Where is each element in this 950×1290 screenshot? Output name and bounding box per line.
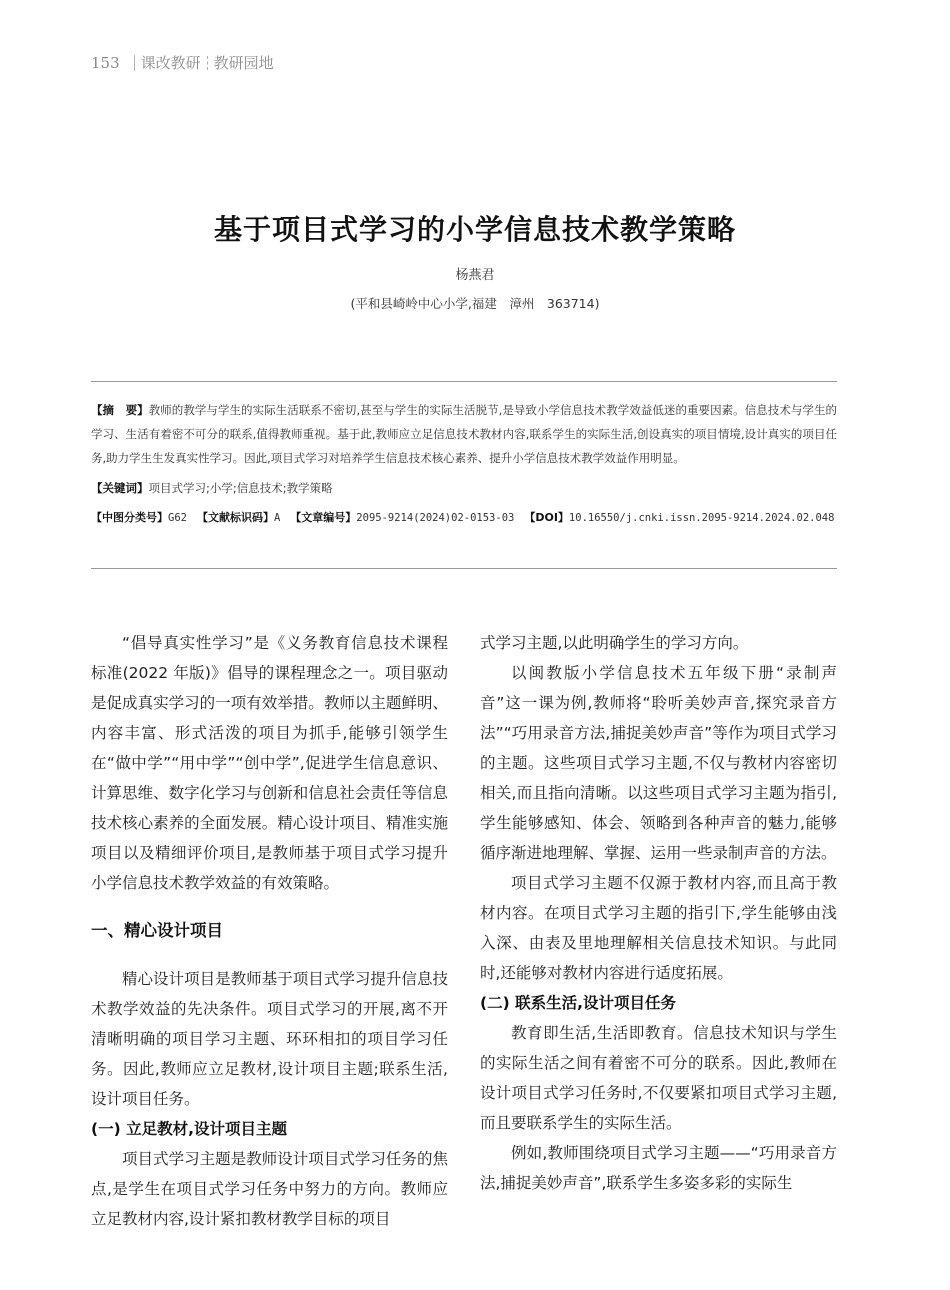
abstract-block xyxy=(91,398,837,530)
classification-line xyxy=(91,506,837,530)
column-name: 课改教研 xyxy=(140,54,201,72)
header-divider xyxy=(134,55,135,71)
example-paragraph: 以闽教版小学信息技术五年级下册“录制声音”这一课为例,教师将“聆听美妙声音,探究录音方法”“巧用录音方法,捕捉美妙声音”等作为项目式学习的主题。这些项目式学习主题,不仅与教材内容密切相关,而且指向清晰。以这些项目式学习主题为指引,学生能够感知、体会、领略到各种声音的魅力,能够循序渐进地理解、掌握、运用一些录制声音的方法。 xyxy=(480,664,837,862)
section1-paragraph: 精心设计项目是教师基于项目式学习提升信息技术教学效益的先决条件。项目式学习的开展,离不开清晰明确的项目学习主题、环环相扣的项目学习任务。因此,教师应立足教材,设计项目主题;联系生活,设计项目任务。 xyxy=(91,970,448,1108)
keywords-text: 项目式学习;小学;信息技术;教学策略 xyxy=(148,481,333,495)
author-affiliation: (平和县崎岭中心小学,福建 漳州 363714) xyxy=(350,296,600,311)
section-heading-1: 一、精心设计项目 xyxy=(91,921,223,940)
clc-label: 【中图分类号】 xyxy=(91,511,168,524)
subsection-heading-1: (一) 立足教材,设计项目主题 xyxy=(91,1120,287,1138)
doc-code-label: 【文献标识码】 xyxy=(196,511,274,524)
section-name: 教研园地 xyxy=(213,54,274,72)
continued-paragraph: 式学习主题,以此明确学生的学习方向。 xyxy=(480,634,749,652)
doc-code-value: A xyxy=(273,512,281,524)
author-name: 杨燕君 xyxy=(455,268,495,283)
clc-value: G62 xyxy=(168,512,187,524)
life-paragraph: 教育即生活,生活即教育。信息技术知识与学生的实际生活之间有着密不可分的联系。因此,教师在设计项目式学习任务时,不仅要紧扣项目式学习主题,而且要联系学生的实际生活。 xyxy=(480,1024,837,1132)
right-column xyxy=(480,628,837,1198)
doi-value: 10.16550/j.cnki.issn.2095-9214.2024.02.048 xyxy=(568,512,835,524)
keywords-label: 【关键词】 xyxy=(91,481,149,495)
abstract-label: 【摘 要】 xyxy=(91,403,149,417)
abstract xyxy=(91,398,837,470)
abstract-top-rule xyxy=(91,381,837,382)
running-header xyxy=(91,52,274,73)
theme-paragraph: 项目式学习主题不仅源于教材内容,而且高于教材内容。在项目式学习主题的指引下,学生能够由浅入深、由表及里地理解相关信息技术知识。与此同时,还能够对教材内容进行适度拓展。 xyxy=(480,874,837,982)
article-title: 基于项目式学习的小学信息技术教学策略 xyxy=(213,213,736,246)
keywords xyxy=(91,476,837,500)
subsection-heading-2: (二) 联系生活,设计项目任务 xyxy=(480,994,676,1012)
abstract-bottom-rule xyxy=(91,568,837,569)
subsection1-paragraph: 项目式学习主题是教师设计项目式学习任务的焦点,是学生在项目式学习任务中努力的方向。教师应立足教材内容,设计紧扣教材教学目标的项目 xyxy=(91,1150,448,1228)
abstract-text: 教师的教学与学生的实际生活联系不密切,甚至与学生的实际生活脱节,是导致小学信息技术教学效益低迷的重要因素。信息技术与学生的学习、生活有着密不可分的联系,值得教师重视。基于此,教师应立足信息技术教材内容,联系学生的实际生活,创设真实的项目情境,设计真实的项目任务,助力学生生发真实性学习。因此,项目式学习对培养学生信息技术核心素养、提升小学信息技术教学效益作用明显。 xyxy=(91,403,838,465)
page-number: 153 xyxy=(91,53,120,72)
article-number-value: 2095-9214(2024)02-0153-03 xyxy=(356,512,515,524)
intro-paragraph: “倡导真实性学习”是《义务教育信息技术课程标准(2022 年版)》倡导的课程理念之一。项目驱动是促成真实学习的一项有效举措。教师以主题鲜明、内容丰富、形式活泼的项目为抓手,能够引领学生在“做中学”“用中学”“创中学”,促进学生信息意识、计算思维、数字化学习与创新和信息社会责任等信息技术核心素养的全面发展。精心设计项目、精准实施项目以及精细评价项目,是教师基于项目式学习提升小学信息技术教学效益的有效策略。 xyxy=(91,634,448,892)
article-number-label: 【文章编号】 xyxy=(290,511,357,524)
header-dashed-divider xyxy=(207,56,208,70)
doi-label: 【DOI】 xyxy=(524,511,569,524)
example2-paragraph: 例如,教师围绕项目式学习主题——“巧用录音方法,捕捉美妙声音”,联系学生多姿多彩的实际生 xyxy=(480,1144,837,1192)
left-column xyxy=(91,628,448,1234)
